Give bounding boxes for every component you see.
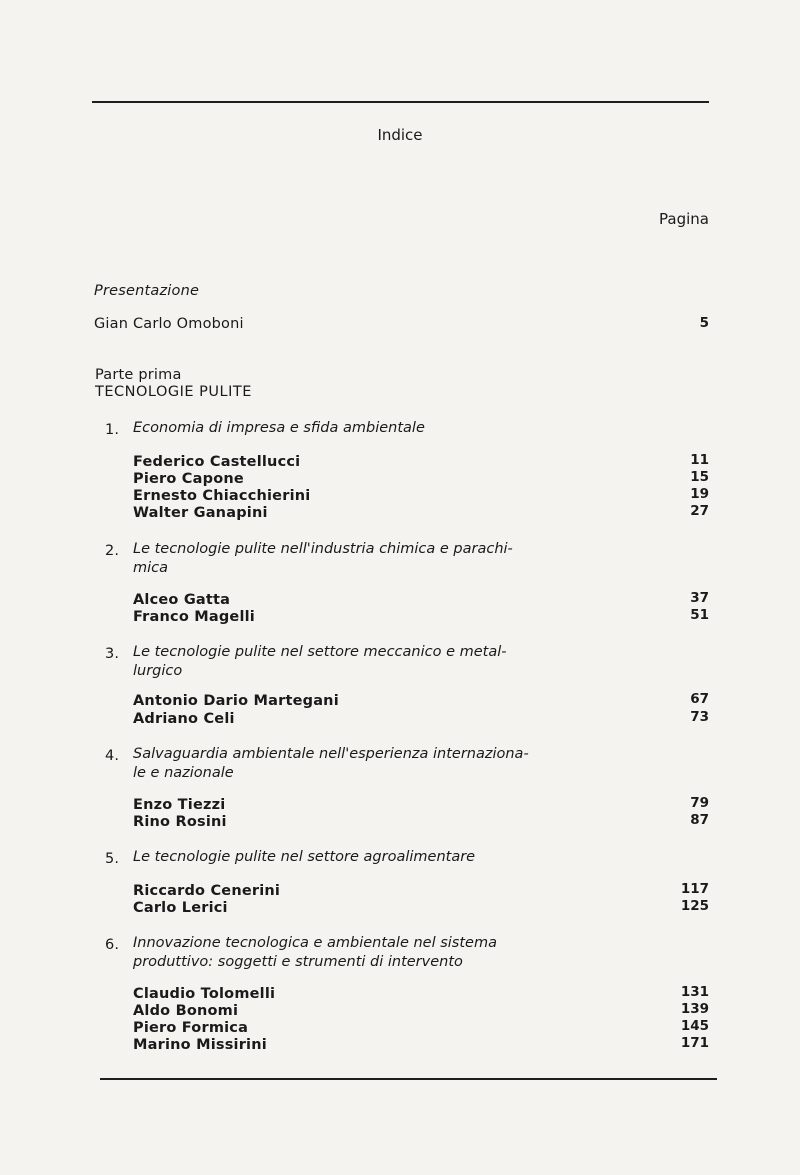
- section-3: [105, 643, 119, 662]
- section-3-author-1: Antonio Dario Martegani: [133, 693, 339, 709]
- section-1-author-2: Piero Capone: [133, 471, 244, 487]
- section-4-title: [133, 745, 718, 783]
- section-6-page-1: 131: [680, 984, 709, 1000]
- presentation-label: Presentazione: [94, 283, 200, 299]
- section-1-author-4: Walter Ganapini: [133, 505, 268, 521]
- section-4-title-line-2: le e nazionale: [133, 765, 234, 781]
- section-1-page-1: 11: [690, 452, 709, 468]
- section-6: [105, 934, 119, 953]
- section-1-title-line-1: Economia di impresa e sfida ambientale: [133, 420, 425, 436]
- section-5-author-2: Carlo Lerici: [133, 900, 228, 916]
- section-6-title-line-2: produttivo: soggetti e strumenti di intervento: [133, 954, 463, 970]
- section-3-page-2: 73: [690, 709, 709, 725]
- section-1: [105, 419, 119, 438]
- section-5: [105, 848, 119, 867]
- section-1-author-3: Ernesto Chiacchierini: [133, 488, 311, 504]
- section-2-page-1: 37: [690, 590, 709, 606]
- section-1-page-4: 27: [690, 503, 709, 519]
- section-6-title-line-1: Innovazione tecnologica e ambientale nel sistema: [133, 935, 497, 951]
- section-5-page-2: 125: [680, 898, 709, 914]
- page-column-label: Pagina: [659, 210, 709, 228]
- presentation-page: 5: [699, 315, 709, 331]
- page-title: Indice: [377, 126, 423, 144]
- section-3-title: [133, 643, 718, 681]
- section-4: [105, 745, 119, 764]
- section-2: [105, 540, 119, 559]
- section-2-title-line-2: mica: [133, 560, 169, 576]
- top-rule: [92, 101, 709, 103]
- section-4-page-2: 87: [690, 812, 709, 828]
- section-6-title: [133, 934, 718, 972]
- section-2-title: [133, 540, 718, 578]
- section-5-number: 5.: [105, 851, 120, 867]
- section-6-author-4: Marino Missirini: [133, 1037, 267, 1053]
- presentation-author: Gian Carlo Omoboni: [94, 316, 244, 332]
- section-6-author-3: Piero Formica: [133, 1020, 249, 1036]
- section-3-page-1: 67: [690, 691, 709, 707]
- section-4-number: 4.: [105, 748, 120, 764]
- section-5-title: [133, 848, 475, 867]
- section-6-page-4: 171: [680, 1035, 709, 1051]
- section-6-page-2: 139: [680, 1001, 709, 1017]
- section-3-title-line-2: lurgico: [133, 663, 183, 679]
- section-5-page-1: 117: [680, 881, 709, 897]
- section-6-author-2: Aldo Bonomi: [133, 1003, 239, 1019]
- section-4-author-1: Enzo Tiezzi: [133, 797, 226, 813]
- section-1-number: 1.: [105, 422, 120, 438]
- section-3-number: 3.: [105, 646, 120, 662]
- section-5-title-line-1: Le tecnologie pulite nel settore agroalimentare: [133, 849, 476, 865]
- section-1-page-3: 19: [690, 486, 709, 502]
- section-6-author-1: Claudio Tolomelli: [133, 986, 276, 1002]
- section-6-number: 6.: [105, 937, 120, 953]
- section-4-title-line-1: Salvaguardia ambientale nell'esperienza internaziona-: [133, 746, 529, 762]
- section-6-page-3: 145: [680, 1018, 709, 1034]
- section-2-page-2: 51: [690, 607, 709, 623]
- section-2-title-line-1: Le tecnologie pulite nell'industria chimica e parachi-: [133, 541, 513, 557]
- part-label: Parte prima: [95, 367, 182, 383]
- section-5-author-1: Riccardo Cenerini: [133, 883, 281, 899]
- section-4-author-2: Rino Rosini: [133, 814, 227, 830]
- section-2-author-2: Franco Magelli: [133, 609, 255, 625]
- section-3-title-line-1: Le tecnologie pulite nel settore meccanico e metal-: [133, 644, 507, 660]
- section-2-number: 2.: [105, 543, 120, 559]
- section-4-page-1: 79: [690, 795, 709, 811]
- section-1-author-1: Federico Castellucci: [133, 454, 301, 470]
- part-title: TECNOLOGIE PULITE: [95, 384, 252, 400]
- bottom-rule: [100, 1078, 717, 1080]
- section-1-title: [133, 419, 425, 438]
- section-2-author-1: Alceo Gatta: [133, 592, 231, 608]
- section-1-page-2: 15: [690, 469, 709, 485]
- section-3-author-2: Adriano Celi: [133, 711, 235, 727]
